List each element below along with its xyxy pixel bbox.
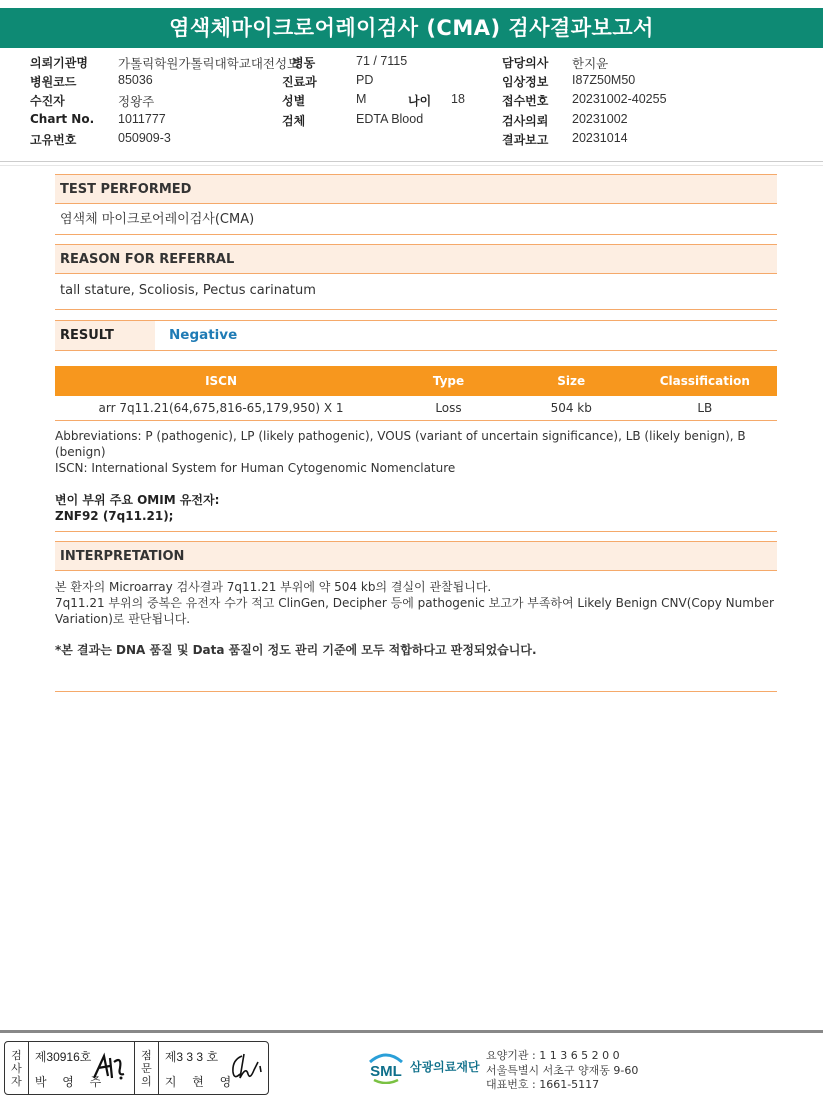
- interpretation-body: [55, 571, 777, 692]
- result-row: [55, 320, 777, 351]
- interpretation-line-2: 7q11.21 부위의 중복은 유전자 수가 적고 ClinGen, Decipher 등에 pathogenic 보고가 부족하여 Likely Benign CNV(Copy Number: [55, 595, 774, 610]
- col-classification: Classification: [633, 366, 777, 396]
- reviewer-name: 지 현 영: [164, 1075, 238, 1089]
- abbreviations: [55, 428, 777, 476]
- attending: 한지윤: [572, 57, 609, 71]
- reviewer-label: 점 문 의: [135, 1042, 159, 1094]
- clinical-info: I87Z50M50: [572, 73, 636, 88]
- unique-no-label: 고유번호: [30, 132, 77, 147]
- cell-size: 504 kb: [510, 396, 633, 420]
- clinical-info-label: 임상정보: [502, 75, 549, 90]
- specimen-label: 검체: [282, 113, 306, 128]
- iscn-definition: ISCN: International System for Human Cytogenomic Nomenclature: [55, 460, 456, 475]
- cell-iscn: arr 7q11.21(64,675,816-65,179,950) X 1: [55, 396, 387, 420]
- col-iscn: ISCN: [55, 366, 387, 396]
- examiner-signature-icon: [92, 1052, 126, 1082]
- report-body: [55, 174, 777, 692]
- interpretation-heading: INTERPRETATION: [55, 541, 777, 571]
- department: PD: [356, 73, 374, 88]
- col-size: Size: [510, 366, 633, 396]
- sml-logo-icon: [366, 1048, 406, 1084]
- test-request-label: 검사의뢰: [502, 113, 549, 128]
- header-divider-secondary: [0, 165, 823, 166]
- result-report: 20231014: [572, 130, 628, 145]
- chart-no: 1011777: [118, 111, 166, 126]
- examiner-label: 검 사 자: [5, 1042, 29, 1094]
- table-row: [55, 396, 777, 420]
- age: 18: [451, 92, 465, 107]
- examiner-license-no: 제30916호: [34, 1050, 92, 1064]
- address: 서울특별시 서초구 양재동 9-60: [486, 1063, 639, 1077]
- reviewer-signature-icon: [230, 1052, 264, 1082]
- interpretation-line-3: Variation)로 판단됩니다.: [55, 611, 191, 626]
- phone: 대표번호 : 1661-5117: [486, 1078, 600, 1091]
- examiner-name: 박 영 주: [34, 1075, 108, 1089]
- sex-label: 성별: [282, 94, 306, 109]
- sex: M: [356, 92, 367, 107]
- unique-no: 050909-3: [118, 130, 171, 145]
- patient-info: [30, 54, 810, 150]
- report-title: 염색체마이크로어레이검사 (CMA) 검사결과보고서: [0, 8, 823, 48]
- organization-name: 삼광의료재단: [410, 1059, 480, 1074]
- svg-text:SML: SML: [370, 1063, 402, 1080]
- chart-no-label: Chart No.: [30, 111, 95, 126]
- col-type: Type: [387, 366, 510, 396]
- reviewer-cell: [159, 1042, 268, 1094]
- reviewer-license-no: 제3 3 3 호: [164, 1050, 219, 1064]
- test-performed-heading: TEST PERFORMED: [55, 174, 777, 204]
- footer-divider: [0, 1030, 823, 1033]
- interpretation-line-1: 본 환자의 Microarray 검사결과 7q11.21 부위에 약 504 kb의 결실이 관찰됩니다.: [55, 579, 492, 594]
- attending-label: 담당의사: [502, 56, 549, 70]
- test-performed-value: 염색체 마이크로어레이검사(CMA): [55, 204, 777, 235]
- abbreviations-line: Abbreviations: P (pathogenic), LP (likely pathogenic), VOUS (variant of uncertain significance), LB (likely benign), B (benign): [55, 428, 746, 459]
- test-request: 20231002: [572, 111, 628, 126]
- examiner-cell: [29, 1042, 135, 1094]
- referral-value: tall stature, Scoliosis, Pectus carinatum: [55, 274, 777, 310]
- signature-box: [4, 1041, 269, 1095]
- hospital-code: 85036: [118, 73, 153, 88]
- ward-label: 병동: [292, 56, 316, 70]
- institution-code: 요양기관 : 1 1 3 6 5 2 0 0: [486, 1049, 620, 1062]
- examinee-label: 수진자: [30, 94, 65, 109]
- specimen: EDTA Blood: [356, 111, 424, 126]
- requesting-institution: 가톨릭학원가톨릭대학교대전성모: [118, 57, 300, 71]
- quality-note: *본 결과는 DNA 품질 및 Data 품질이 정도 관리 기준에 모두 적합하다고 판정되었습니다.: [55, 642, 537, 657]
- omim-gene-list: ZNF92 (7q11.21);: [55, 508, 174, 523]
- cnv-table: [55, 366, 777, 421]
- department-label: 진료과: [282, 75, 317, 90]
- omim-genes: [55, 492, 777, 524]
- receipt-no-label: 접수번호: [502, 94, 549, 109]
- requesting-institution-label: 의뢰기관명: [30, 56, 88, 70]
- organization-logo: [366, 1048, 480, 1084]
- organization-address: [486, 1049, 638, 1093]
- examinee: 정왕주: [118, 95, 155, 110]
- result-report-label: 결과보고: [502, 132, 549, 147]
- result-value: Negative: [169, 327, 238, 343]
- omim-divider: [55, 524, 777, 532]
- omim-heading: 변이 부위 주요 OMIM 유전자:: [55, 492, 220, 507]
- receipt-no: 20231002-40255: [572, 92, 667, 107]
- hospital-code-label: 병원코드: [30, 75, 77, 90]
- header-divider: [0, 161, 823, 162]
- cell-type: Loss: [387, 396, 510, 420]
- result-label: RESULT: [55, 321, 155, 350]
- age-label: 나이: [408, 94, 432, 109]
- ward: 71 / 7115: [356, 54, 408, 68]
- referral-heading: REASON FOR REFERRAL: [55, 244, 777, 274]
- cell-classification: LB: [633, 396, 777, 420]
